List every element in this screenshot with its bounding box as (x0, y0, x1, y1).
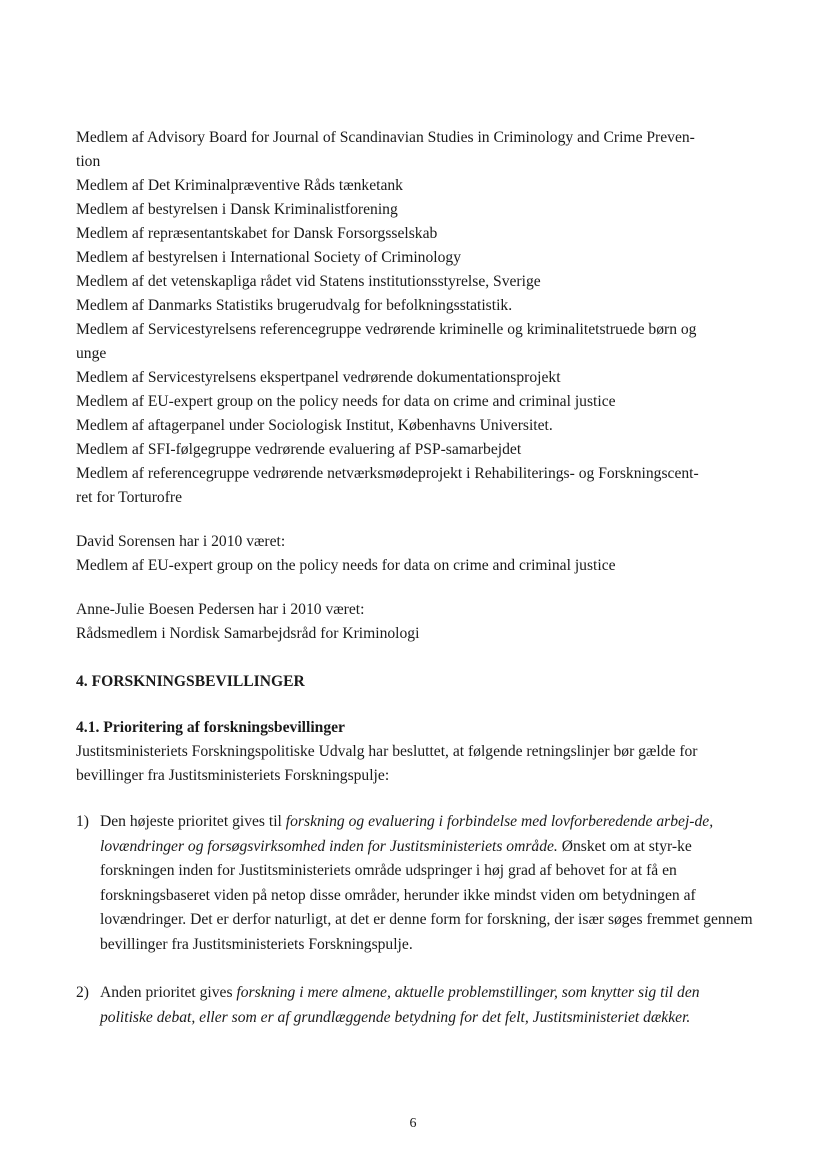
list-text (100, 810, 754, 957)
membership-line: Medlem af repræsentantskabet for Dansk Forsorgsselskab (76, 225, 438, 242)
david-section (76, 530, 754, 578)
membership-line: Medlem af referencegruppe vedrørende netværksmødeprojekt i Rehabiliterings- og Forskningscent- (76, 465, 699, 482)
page-number: 6 (409, 1116, 417, 1131)
section-heading: 4. FORSKNINGSBEVILLINGER (76, 673, 305, 690)
membership-line: Medlem af Det Kriminalpræventive Råds tænketank (76, 177, 403, 194)
membership-line: Medlem af bestyrelsen i Dansk Kriminalistforening (76, 201, 398, 218)
anne-section (76, 598, 754, 646)
david-intro: David Sorensen har i 2010 været: (76, 533, 286, 550)
priority-item-1 (76, 810, 754, 957)
membership-line: Medlem af aftagerpanel under Sociologisk Institut, Københavns Universitet. (76, 417, 553, 434)
priority-item-2 (76, 981, 754, 1030)
membership-line: unge (76, 345, 107, 362)
membership-line: Medlem af Advisory Board for Journal of Scandinavian Studies in Criminology and Crime Preven- (76, 129, 695, 146)
intro-line: Justitsministeriets Forskningspolitiske Udvalg har besluttet, at følgende retningslinjer bør gælde for (76, 743, 698, 760)
intro-line: bevillinger fra Justitsministeriets Forskningspulje: (76, 767, 390, 784)
membership-list (76, 126, 754, 510)
membership-line: tion (76, 153, 101, 170)
membership-line: ret for Torturofre (76, 489, 182, 506)
membership-line: Medlem af Danmarks Statistiks brugerudvalg for befolkningsstatistik. (76, 297, 513, 314)
membership-line: Medlem af SFI-følgegruppe vedrørende evaluering af PSP-samarbejdet (76, 441, 522, 458)
david-membership: Medlem af EU-expert group on the policy needs for data on crime and criminal justice (76, 557, 616, 574)
list-number: 2) (76, 984, 89, 1001)
item-emphasis: forskning i mere almene, aktuelle problemstillinger, som knytter sig til den politiske debat, eller som er af grundlæggende betydning for det felt, Justitsministeriet dækker. (100, 984, 700, 1026)
membership-line: Medlem af det vetenskapliga rådet vid Statens institutionsstyrelse, Sverige (76, 273, 541, 290)
item-lead: Den højeste prioritet gives til (100, 813, 286, 830)
membership-line: Medlem af Servicestyrelsens ekspertpanel vedrørende dokumentationsprojekt (76, 369, 561, 386)
anne-intro: Anne-Julie Boesen Pedersen har i 2010 været: (76, 601, 365, 618)
membership-line: Medlem af Servicestyrelsens referencegruppe vedrørende kriminelle og kriminalitetstruede børn og (76, 321, 697, 338)
item-emphasis: forskning og evaluering i forbindelse med lovforberedende arbej-de, lovændringer og forsøgsvirksomhed inden for Justitsministeriets område. (100, 813, 714, 855)
membership-line: Medlem af bestyrelsen i International Society of Criminology (76, 249, 461, 266)
item-lead: Anden prioritet gives (100, 984, 237, 1001)
membership-line: Medlem af EU-expert group on the policy needs for data on crime and criminal justice (76, 393, 616, 410)
item-rest: Ønsket om at styr-ke forskningen inden for Justitsministeriets område udspringer i høj grad af behovet for at få en forskningsbaseret viden på netop disse områder, herunder ikke mindst viden om betydningen af lovændringer. Det er derfor naturligt, at det er denne form for forskning, der især søges fremmet gennem bevillinger fra Justitsministeriets Forskningspulje. (100, 837, 753, 953)
list-text (100, 981, 754, 1030)
subsection-heading: 4.1. Prioritering af forskningsbevillinger (76, 719, 345, 736)
anne-membership: Rådsmedlem i Nordisk Samarbejdsråd for Kriminologi (76, 625, 420, 642)
document-page (76, 126, 754, 1030)
list-number: 1) (76, 813, 89, 830)
